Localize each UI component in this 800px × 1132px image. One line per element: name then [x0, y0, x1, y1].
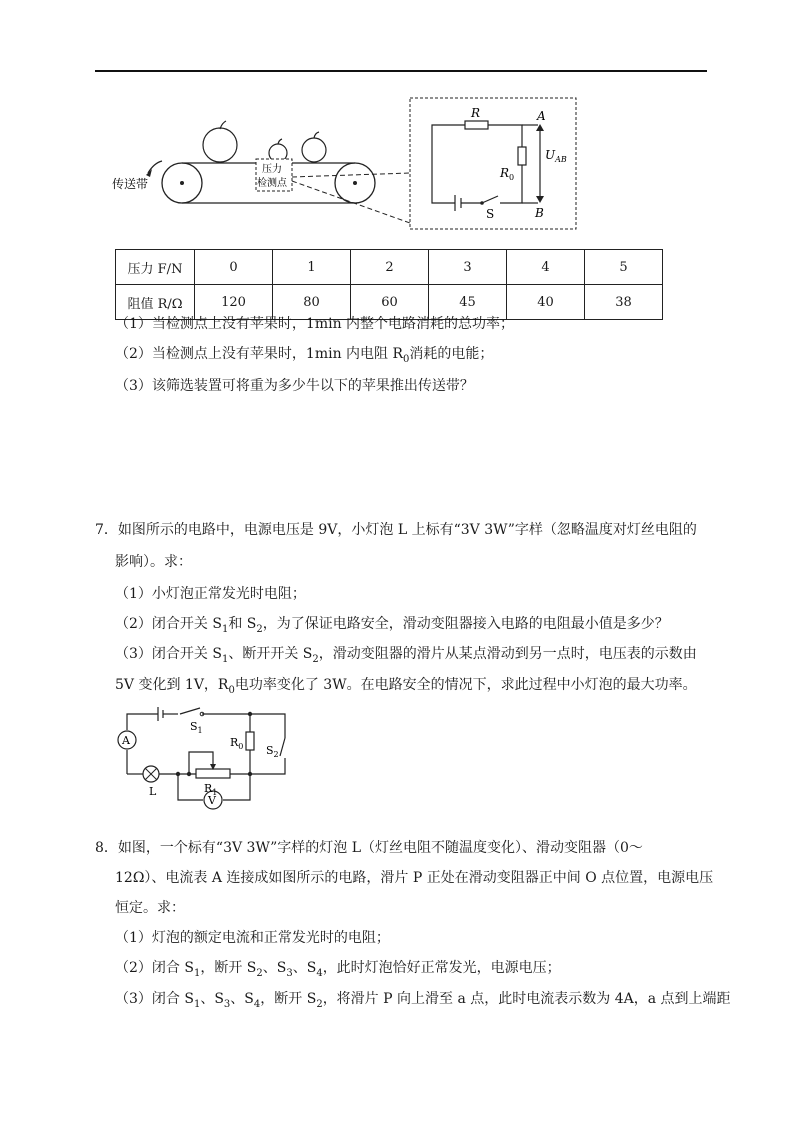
- q7-sub3: （3）闭合开关 $S_1$、断开开关 $S_2$，滑动变阻器的滑片从某点滑动到另一点时，电压表的示数由: [115, 646, 697, 665]
- table-row: [116, 250, 663, 285]
- label-S: S: [486, 207, 495, 221]
- q6-sub2: （2）当检测点上没有苹果时，1min 内电阻 $R_0$消耗的电能；: [115, 346, 494, 365]
- q8-stem-line2: 12Ω）、电流表 A 连接成如图所示的电路，滑片 P 正处在滑动变阻器正中间 O 点位置，电源电压: [115, 870, 714, 886]
- junction-dot: [176, 772, 180, 776]
- rotation-arrowhead: [146, 169, 152, 177]
- q8-stem-line3: 恒定。求：: [115, 900, 185, 916]
- table-cell: 120: [195, 285, 273, 320]
- q7-stem-line2: 影响）。求：: [115, 554, 192, 570]
- lamp-icon: [143, 766, 159, 782]
- circuit-figure-q7: [110, 700, 310, 815]
- table-cell: 4: [507, 250, 585, 285]
- label-R: R: [471, 106, 481, 120]
- label-R1: $R_1$: [204, 782, 218, 797]
- apple-icon: [203, 121, 326, 162]
- ammeter-label: A: [122, 734, 130, 747]
- table-cell: 40: [507, 285, 585, 320]
- table-cell: 5: [585, 250, 663, 285]
- table-cell: 压力 F/N: [116, 250, 195, 285]
- label-L: L: [149, 785, 157, 798]
- junction-dot: [187, 772, 191, 776]
- rheostat-R1: [196, 769, 230, 778]
- zoom-line-top: [292, 173, 410, 177]
- table-cell: 阻值 R/Ω: [116, 285, 195, 320]
- q7-stem-line1: 7．如图所示的电路中，电源电压是 9V，小灯泡 L 上标有“3V 3W”字样（忽略温度对灯丝电阻的: [95, 522, 697, 538]
- label-B: B: [535, 206, 544, 220]
- junction-dot: [248, 772, 252, 776]
- resistor-R: [465, 121, 488, 129]
- sensor-label-2: 检测点: [257, 178, 287, 189]
- table-cell: 2: [351, 250, 429, 285]
- table-cell: 80: [273, 285, 351, 320]
- junction-dot: [248, 712, 252, 716]
- header-rule: [95, 70, 707, 72]
- q7-sub3-cont: 5V 变化到 1V，$R_0$电功率变化了 3W。在电路安全的情况下，求此过程中小灯泡的最大功率。: [115, 677, 697, 696]
- belt-label: 传送带: [112, 177, 149, 191]
- table-cell: 38: [585, 285, 663, 320]
- q8-sub1: （1）灯泡的额定电流和正常发光时的电阻；: [115, 930, 390, 946]
- pulley-left-axis: [180, 181, 184, 185]
- resistor-R0: [518, 147, 526, 165]
- table-cell: 60: [351, 285, 429, 320]
- table-cell: 0: [195, 250, 273, 285]
- label-S1: $S_1$: [190, 720, 203, 735]
- q6-sub3: （3）该筛选装置可将重为多少牛以下的苹果推出传送带？: [115, 378, 474, 394]
- switch-contact: [480, 201, 484, 205]
- table-cell: 45: [429, 285, 507, 320]
- pressure-resistance-table: [115, 249, 663, 320]
- voltmeter-label: V: [208, 794, 216, 807]
- pulley-right-axis: [353, 181, 357, 185]
- arrow-down-icon: [536, 196, 544, 203]
- table-cell: 3: [429, 250, 507, 285]
- sensor-label-1: 压力: [262, 164, 282, 175]
- conveyor-circuit-figure: [110, 95, 580, 235]
- q6-sub1: （1）当检测点上没有苹果时，1min 内整个电路消耗的总功率；: [115, 316, 515, 332]
- label-S2: $S_2$: [266, 744, 279, 759]
- label-R0: $R_0$: [500, 166, 515, 182]
- q8-sub3: （3）闭合 $S_1$、$S_3$、$S_4$，断开 $S_2$，将滑片 P 向上滑至 a 点，此时电流表示数为 4A，a 点到上端距: [115, 991, 731, 1010]
- label-R0: $R_0$: [230, 736, 244, 751]
- label-A: A: [537, 109, 546, 123]
- q8-stem-line1: 8．如图，一个标有“3V 3W”字样的灯泡 L（灯丝电阻不随温度变化）、滑动变阻器（0～: [95, 840, 643, 856]
- q7-sub2: （2）闭合开关 $S_1$和 $S_2$，为了保证电路安全，滑动变阻器接入电路的电阻最小值是多少？: [115, 616, 669, 635]
- resistor-R0: [246, 732, 254, 750]
- q8-sub2: （2）闭合 $S_1$，断开 $S_2$、$S_3$、$S_4$，此时灯泡恰好正常发光，电源电压；: [115, 960, 561, 979]
- detector-circuit: [432, 125, 540, 211]
- label-UAB: $U_{AB}$: [545, 148, 567, 164]
- q7-sub1: （1）小灯泡正常发光时电阻；: [115, 586, 306, 602]
- table-cell: 1: [273, 250, 351, 285]
